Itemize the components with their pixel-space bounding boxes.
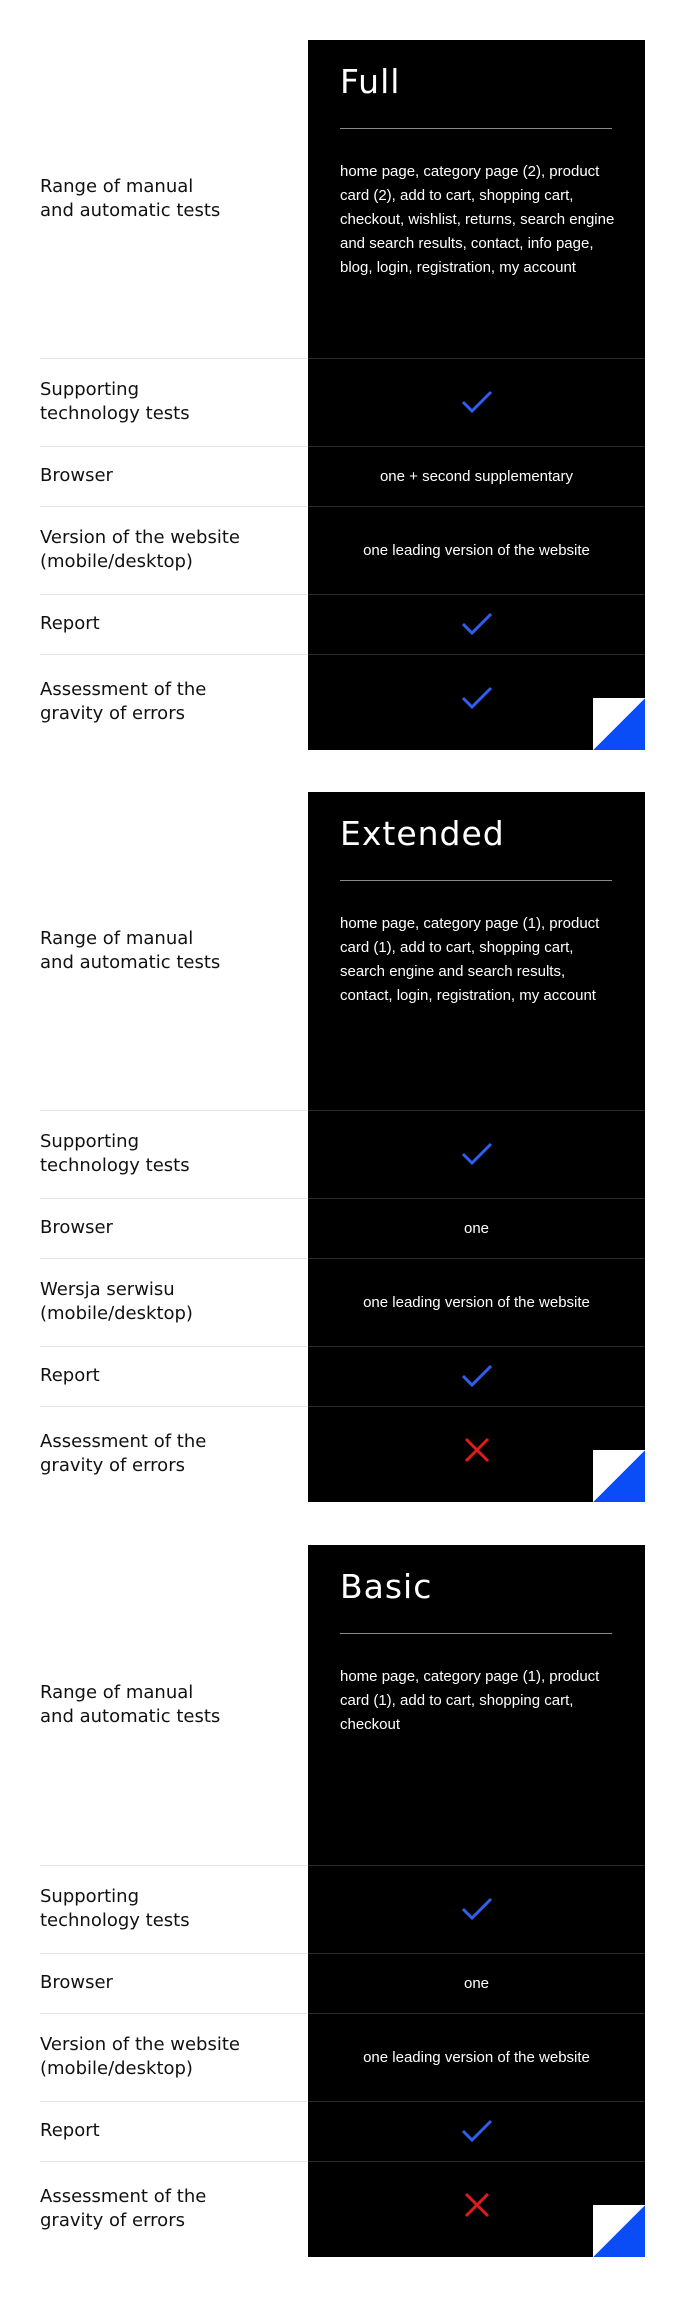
- row-value: one leading version of the website: [363, 541, 590, 559]
- row-value: one leading version of the website: [363, 1293, 590, 1311]
- row-label: Assessment of the gravity of errors: [40, 2186, 207, 2231]
- row-browser: [0, 1198, 685, 1258]
- row-label: Assessment of the gravity of errors: [40, 1431, 207, 1476]
- row-assessment: [0, 2161, 685, 2257]
- row-version: [0, 1258, 685, 1346]
- row-version: [0, 506, 685, 594]
- plan-extended: [0, 792, 685, 1502]
- check-icon: [308, 1865, 645, 1953]
- check-icon: [308, 1110, 645, 1198]
- row-supporting-tech: [0, 358, 685, 446]
- row-report: [0, 594, 685, 654]
- plan-basic: [0, 1545, 685, 2257]
- row-range: [0, 40, 685, 358]
- row-label: Report: [40, 613, 100, 634]
- row-label: Browser: [40, 465, 113, 486]
- range-value: home page, category page (1), product card (1), add to cart, shopping cart, checkout: [340, 1668, 600, 1733]
- range-value: home page, category page (1), product card (1), add to cart, shopping cart, search engine and search results, contact, login, registration, my account: [340, 915, 600, 1004]
- row-assessment: [0, 654, 685, 750]
- row-label: Version of the website (mobile/desktop): [40, 2034, 240, 2079]
- check-icon: [308, 358, 645, 446]
- cross-icon: [308, 1406, 645, 1494]
- row-value: one + second supplementary: [379, 467, 574, 485]
- row-label: Supporting technology tests: [40, 379, 190, 424]
- check-icon: [308, 654, 645, 742]
- row-label: Supporting technology tests: [40, 1886, 190, 1931]
- row-label: Version of the website (mobile/desktop): [40, 527, 240, 572]
- row-supporting-tech: [0, 1110, 685, 1198]
- row-version: [0, 2013, 685, 2101]
- plan-title: Extended: [340, 814, 505, 853]
- row-range: [0, 792, 685, 1110]
- row-label: Report: [40, 1365, 100, 1386]
- plan-title: Basic: [340, 1567, 433, 1606]
- row-label: Supporting technology tests: [40, 1131, 190, 1176]
- row-label: Assessment of the gravity of errors: [40, 679, 207, 724]
- cross-icon: [308, 2161, 645, 2249]
- row-browser: [0, 1953, 685, 2013]
- row-label: Range of manual and automatic tests: [40, 1682, 221, 1727]
- row-value: one: [463, 1974, 490, 1992]
- plan-title: Full: [340, 62, 401, 101]
- row-label: Report: [40, 2120, 100, 2141]
- row-browser: [0, 446, 685, 506]
- check-icon: [308, 2101, 645, 2161]
- row-range: [0, 1545, 685, 1865]
- check-icon: [308, 594, 645, 654]
- check-icon: [308, 1346, 645, 1406]
- row-label: Range of manual and automatic tests: [40, 176, 221, 221]
- row-label: Browser: [40, 1972, 113, 1993]
- row-value: one: [463, 1219, 490, 1237]
- row-label: Wersja serwisu (mobile/desktop): [40, 1279, 193, 1324]
- row-label: Browser: [40, 1217, 113, 1238]
- row-report: [0, 1346, 685, 1406]
- row-assessment: [0, 1406, 685, 1502]
- range-value: home page, category page (2), product card (2), add to cart, shopping cart, checkout, wishlist, returns, search engine and search results, contact, info page, blog, login, registration, my account: [340, 163, 615, 276]
- row-value: one leading version of the website: [363, 2048, 590, 2066]
- plan-full: [0, 40, 685, 750]
- row-supporting-tech: [0, 1865, 685, 1953]
- row-report: [0, 2101, 685, 2161]
- row-label: Range of manual and automatic tests: [40, 928, 221, 973]
